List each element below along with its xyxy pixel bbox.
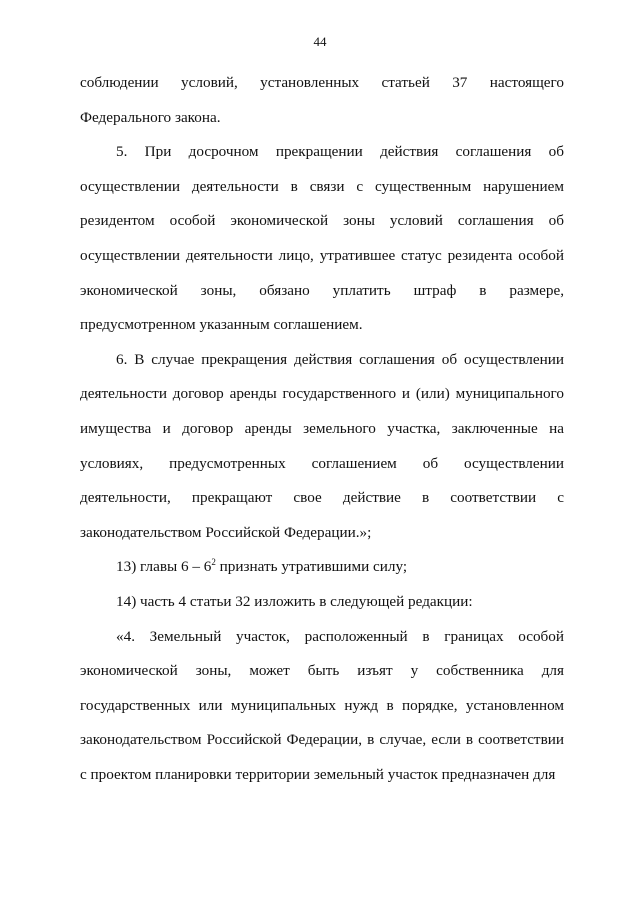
paragraph-quoted-part-4: «4. Земельный участок, расположенный в границах особой экономической зоны, может быть изъят у собственника для государственных или муниципальных нужд в порядке, установленном законодательством Российской Федерации, в случае, если в соответствии с проектом планировки территории земельный участок предназначен для [80,627,564,783]
paragraph-item-13 [80,550,564,585]
item-13-text-start: 13) главы 6 – 6 [116,558,212,576]
item-13-text-end: признать утратившими силу; [215,558,408,576]
paragraph-item-5: 5. При досрочном прекращении действия соглашения об осуществлении деятельности в связи с существенным нарушением резидентом особой экономической зоны условий соглашения об осуществлении деятельности лицо, утратившее статус резидента особой экономической зоны, обязано уплатить штраф в размере, предусмотренном указанным соглашением. [80,143,564,334]
paragraph-item-14: 14) часть 4 статьи 32 изложить в следующей редакции: [116,592,473,610]
document-body [80,66,564,792]
item-13-superscript: 2 [211,557,216,568]
page-number: 44 [313,34,327,49]
paragraph-item-6: 6. В случае прекращения действия соглашения об осуществлении деятельности договор аренды государственного и (или) муниципального имущества и договор аренды земельного участка, заключенные на условиях, предусмотренных соглашением об осуществлении деятельности, прекращают свое действие в соответствии с законодательством Российской Федерации.»; [80,350,564,541]
paragraph-continuation: соблюдении условий, установленных статьей 37 настоящего Федерального закона. [80,74,564,126]
